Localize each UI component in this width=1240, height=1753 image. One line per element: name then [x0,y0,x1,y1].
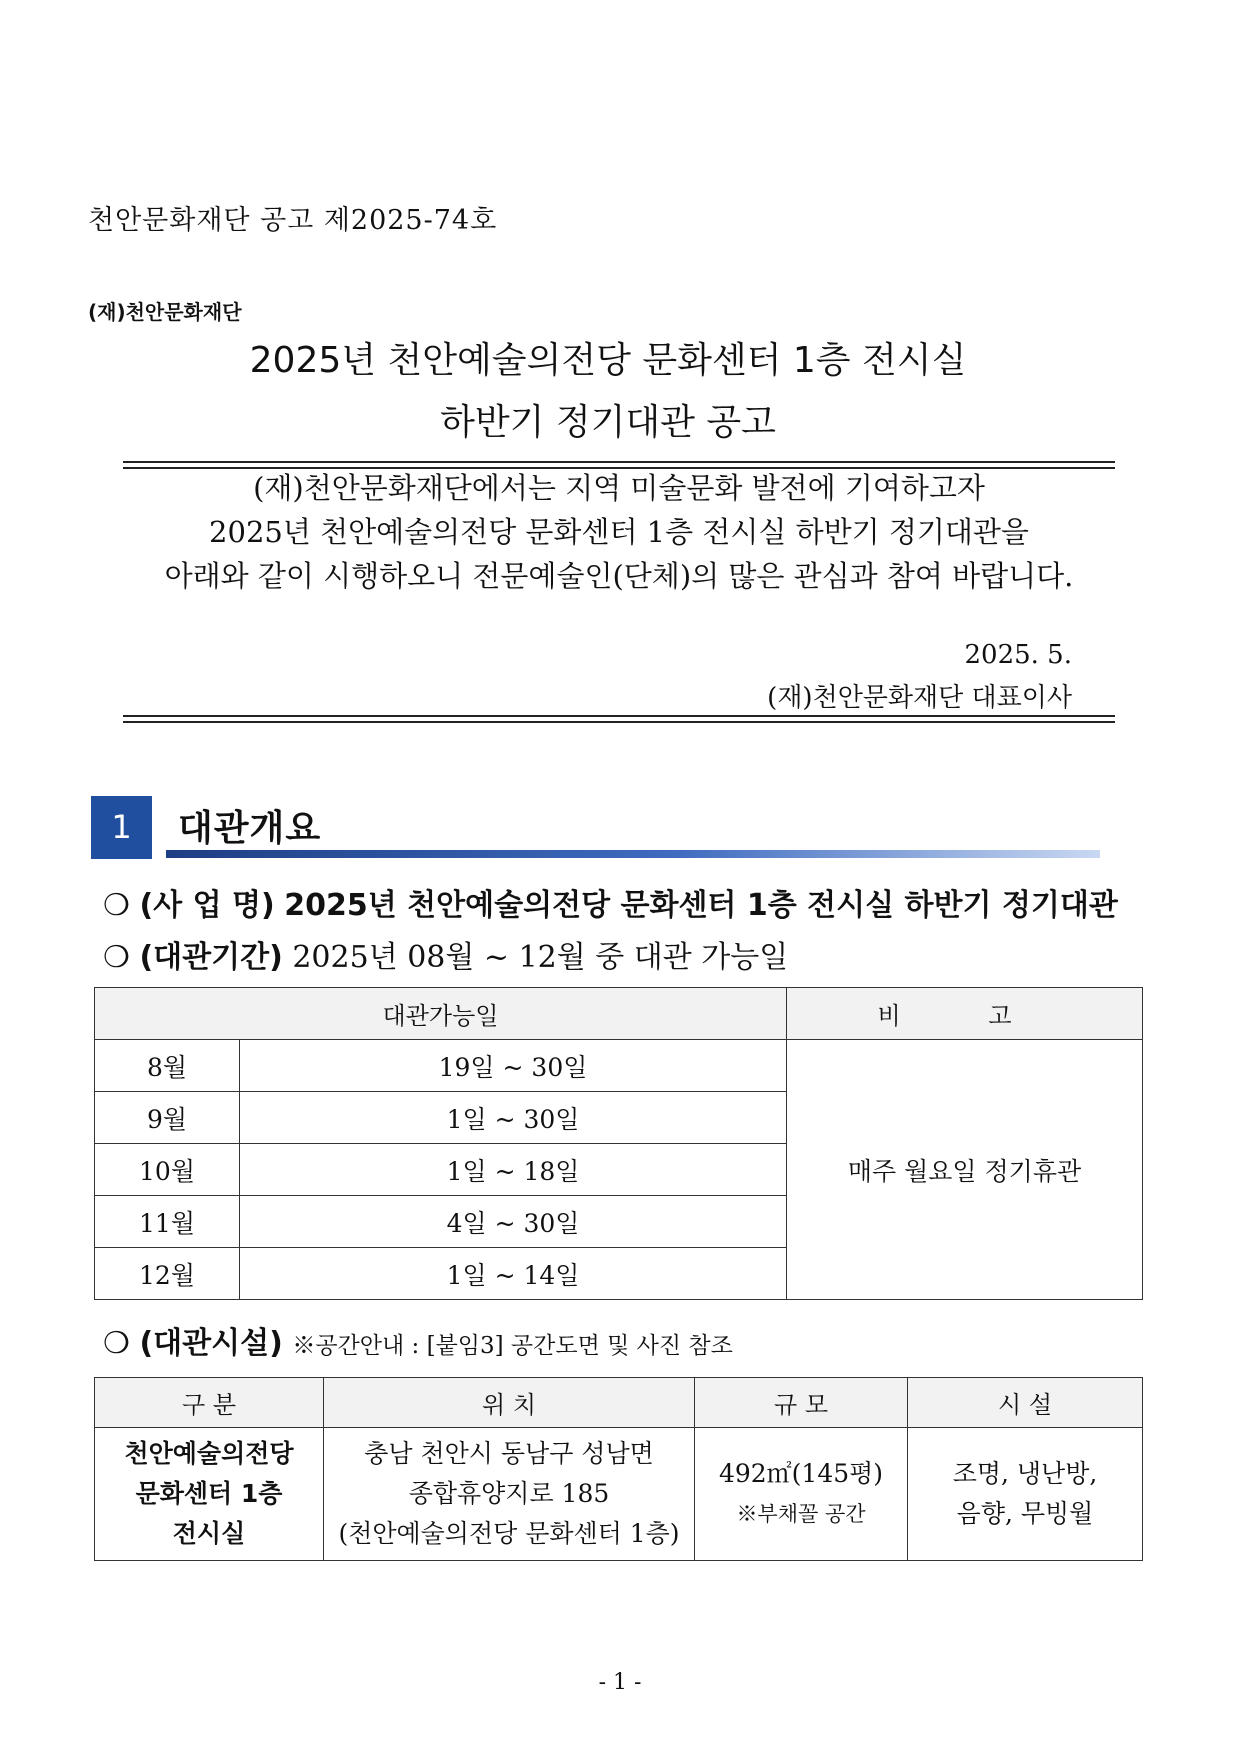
signer: (재)천안문화재단 대표이사 [767,683,1072,713]
location-line: 충남 천안시 동남구 성남면 [364,1439,654,1468]
document-title-line2: 하반기 정기대관 공고 [440,402,776,443]
month-cell: 8월 [95,1040,240,1092]
section-title: 대관개요 [178,808,322,849]
facility-name-cell [95,1428,324,1561]
item-value: 2025년 08월 ~ 12월 중 대관 가능일 [292,940,789,975]
days-cell: 1일 ~ 18일 [240,1144,787,1196]
facility-name-line: 천안예술의전당 [124,1439,294,1468]
item-value: 2025년 천안예술의전당 문화센터 1층 전시실 하반기 정기대관 [284,888,1118,923]
overview-item-rental-period [103,932,788,976]
days-cell: 19일 ~ 30일 [240,1040,787,1092]
location-line: 종합휴양지로 185 [408,1479,610,1508]
location-cell [324,1428,695,1561]
days-cell: 1일 ~ 14일 [240,1248,787,1300]
facilities-cell [908,1428,1143,1561]
intro-line: 아래와 같이 시행하오니 전문예술인(단체)의 많은 관심과 참여 바랍니다. [164,559,1074,593]
header-facilities: 시 설 [908,1378,1143,1428]
intro-text [123,466,1115,598]
bullet-icon: ❍ [103,888,130,923]
bottom-double-rule [123,715,1115,723]
facility-name-line: 문화센터 1층 [135,1479,283,1508]
header-category: 구 분 [95,1378,324,1428]
bullet-icon: ❍ [103,1326,130,1361]
intro-line: 2025년 천안예술의전당 문화센터 1층 전시실 하반기 정기대관을 [209,515,1029,549]
facility-table [94,1377,1143,1561]
item-label: (대관시설) [139,1326,283,1361]
month-cell: 9월 [95,1092,240,1144]
remarks-cell: 매주 월요일 정기휴관 [787,1040,1143,1300]
location-line: (천안예술의전당 문화센터 1층) [338,1519,680,1548]
overview-item-project-name [103,880,1118,924]
section-number-badge: 1 [91,796,152,859]
month-cell: 11월 [95,1196,240,1248]
item-note: ※공간안내 : [붙임3] 공간도면 및 사진 참조 [292,1333,733,1359]
size-value: 492㎡(145평) [718,1459,884,1488]
overview-item-facility [103,1318,733,1362]
organization-name: (재)천안문화재단 [88,300,242,324]
bullet-icon: ❍ [103,940,130,975]
month-cell: 12월 [95,1248,240,1300]
size-note: ※부채꼴 공간 [736,1502,866,1526]
month-cell: 10월 [95,1144,240,1196]
days-cell: 4일 ~ 30일 [240,1196,787,1248]
facilities-line: 음향, 무빙월 [956,1499,1094,1528]
availability-table [94,987,1143,1300]
header-location: 위 치 [324,1378,695,1428]
header-size: 규 모 [695,1378,908,1428]
facilities-line: 조명, 냉난방, [952,1459,1098,1488]
page-number: - 1 - [598,1670,642,1695]
item-label: (대관기간) [139,940,283,975]
document-title-line1: 2025년 천안예술의전당 문화센터 1층 전시실 [249,340,967,381]
intro-line: (재)천안문화재단에서는 지역 미술문화 발전에 기여하고자 [253,471,985,505]
notice-number: 천안문화재단 공고 제2025-74호 [88,205,498,236]
size-cell [695,1428,908,1561]
header-available-dates: 대관가능일 [95,988,787,1040]
notice-date: 2025. 5. [964,640,1072,670]
section-underline-bar [166,850,1100,858]
facility-name-line: 전시실 [172,1519,246,1548]
item-label: (사 업 명) [139,888,275,923]
header-remarks: 비 고 [787,988,1143,1040]
days-cell: 1일 ~ 30일 [240,1092,787,1144]
